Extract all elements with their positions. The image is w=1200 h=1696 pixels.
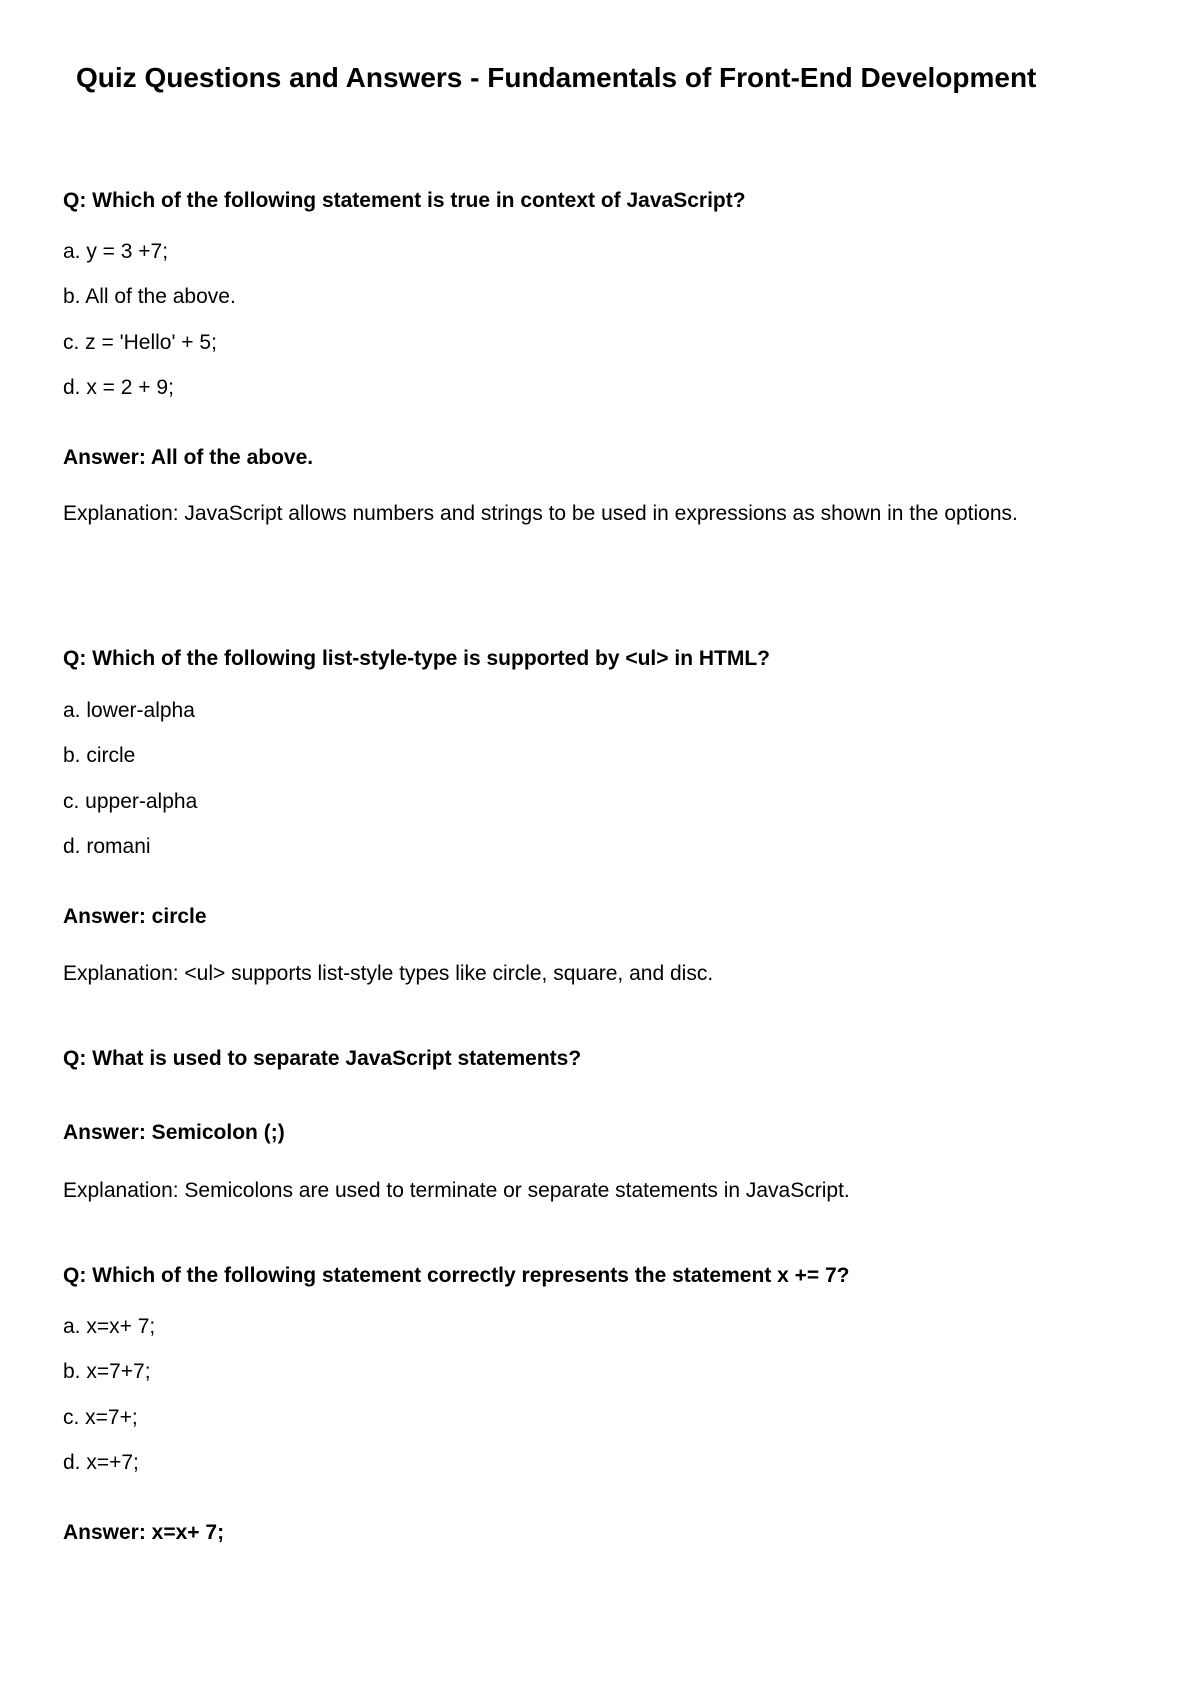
question-1-option-d: d. x = 2 + 9; (63, 376, 174, 399)
question-1-answer: Answer: All of the above. (63, 446, 314, 469)
question-2-answer: Answer: circle (63, 905, 207, 928)
question-2-option-a: a. lower-alpha (63, 699, 195, 722)
question-3-explanation: Explanation: Semicolons are used to terminate or separate statements in JavaScript. (63, 1179, 850, 1202)
question-4-option-d: d. x=+7; (63, 1451, 139, 1474)
question-1-explanation: Explanation: JavaScript allows numbers and strings to be used in expressions as shown in the options. (63, 502, 1018, 525)
question-4-answer: Answer: x=x+ 7; (63, 1521, 225, 1544)
question-4-text: Q: Which of the following statement correctly represents the statement x += 7? (63, 1264, 850, 1287)
question-1-option-c: c. z = 'Hello' + 5; (63, 331, 217, 354)
question-2-explanation: Explanation: <ul> supports list-style types like circle, square, and disc. (63, 962, 714, 985)
document-title: Quiz Questions and Answers - Fundamentals of Front-End Development (76, 62, 1037, 93)
question-1-option-b: b. All of the above. (63, 285, 236, 308)
question-1-option-a: a. y = 3 +7; (63, 240, 169, 263)
question-4-option-c: c. x=7+; (63, 1406, 138, 1429)
question-4-option-a: a. x=x+ 7; (63, 1315, 156, 1338)
question-1-text: Q: Which of the following statement is true in context of JavaScript? (63, 189, 746, 212)
question-2-option-b: b. circle (63, 744, 136, 767)
question-4-option-b: b. x=7+7; (63, 1360, 151, 1383)
question-2-option-c: c. upper-alpha (63, 790, 198, 813)
question-2-option-d: d. romani (63, 835, 151, 858)
question-3-text: Q: What is used to separate JavaScript statements? (63, 1047, 582, 1070)
question-3-answer: Answer: Semicolon (;) (63, 1121, 285, 1144)
question-2-text: Q: Which of the following list-style-type is supported by <ul> in HTML? (63, 647, 771, 670)
